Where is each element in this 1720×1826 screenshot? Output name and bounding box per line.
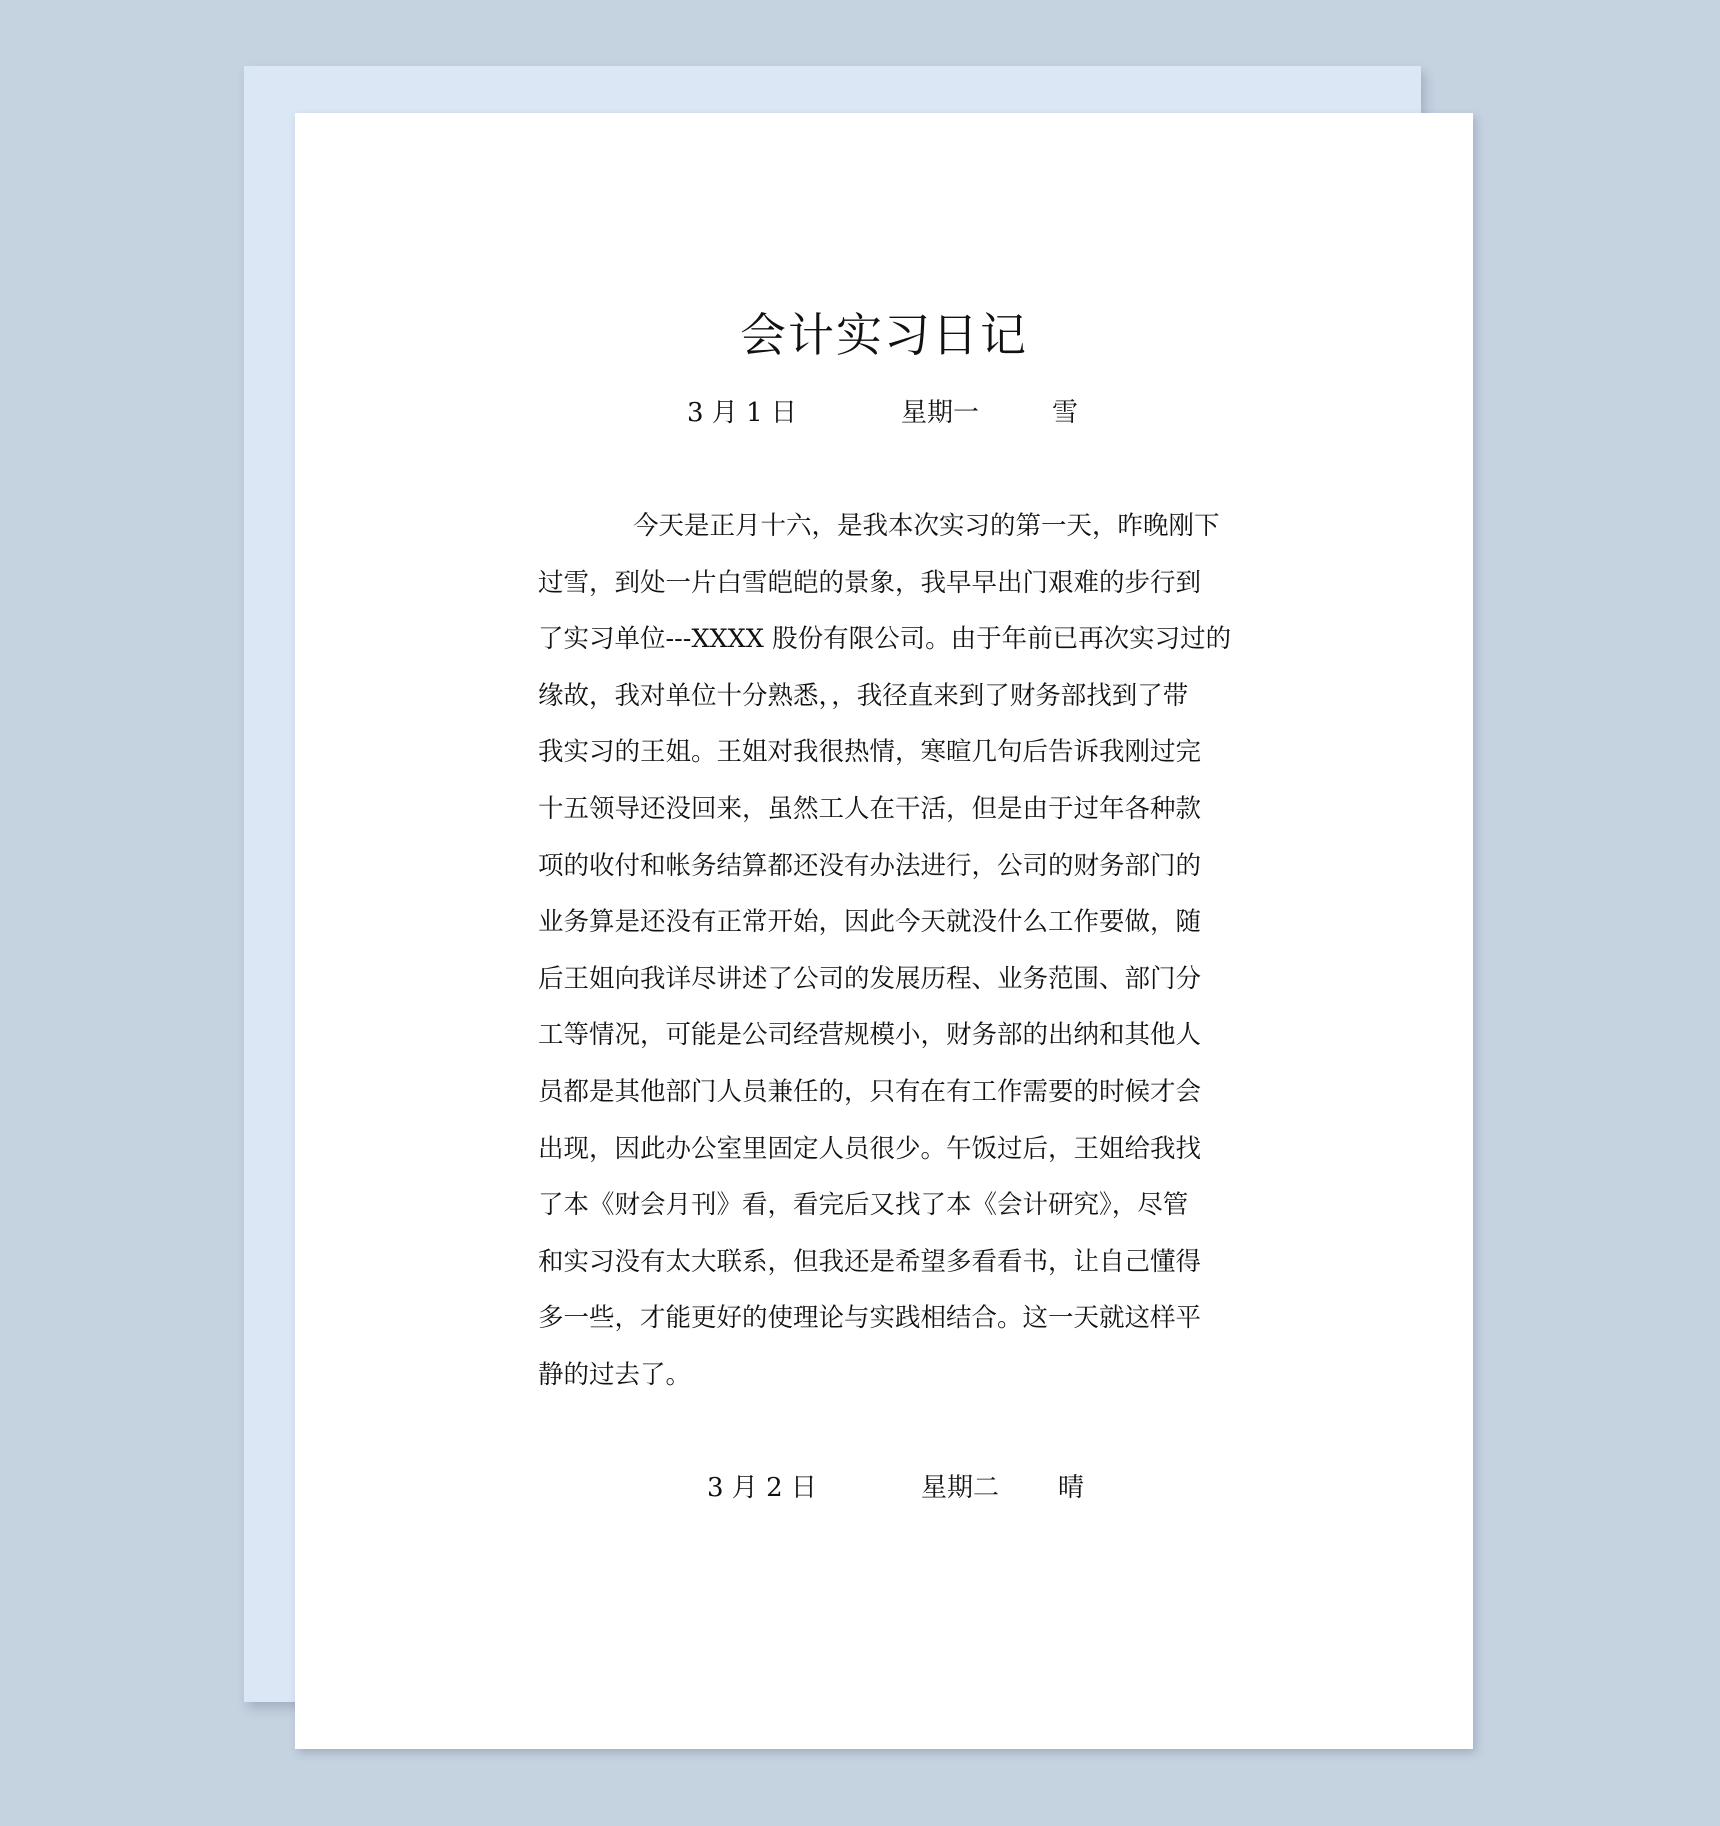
paragraph-line: 过雪，到处一片白雪皑皑的景象，我早早出门艰难的步行到 xyxy=(538,567,1202,598)
entry-weather: 雪 xyxy=(1052,398,1079,428)
paragraph-line: 了本《财会月刊》看，看完后又找了本《会计研究》，尽管 xyxy=(538,1190,1189,1221)
diary-entry-header xyxy=(295,393,1473,433)
paragraph-line: 多一些，才能更好的使理论与实践相结合。这一天就这样平 xyxy=(538,1303,1202,1334)
entry-date: 3 月 1 日 xyxy=(687,398,797,428)
paragraph-line: 业务算是还没有正常开始，因此今天就没什么工作要做，随 xyxy=(538,907,1202,938)
diary-entry-body xyxy=(538,498,1278,1404)
paragraph-line: 员都是其他部门人员兼任的，只有在有工作需要的时候才会 xyxy=(538,1076,1202,1107)
paragraph-line: 了实习单位---XXXX 股份有限公司。由于年前已再次实习过的 xyxy=(538,624,1232,655)
paragraph-line: 和实习没有太大联系，但我还是希望多看看书，让自己懂得 xyxy=(538,1246,1202,1277)
paragraph-line: 后王姐向我详尽讲述了公司的发展历程、业务范围、部门分 xyxy=(538,963,1202,994)
entry-weather: 晴 xyxy=(1058,1473,1085,1503)
paragraph-line: 十五领导还没回来，虽然工人在干活，但是由于过年各种款 xyxy=(538,793,1202,824)
diary-entry-header xyxy=(295,1468,1473,1508)
entry-date: 3 月 2 日 xyxy=(707,1473,817,1503)
entry-weekday: 星期二 xyxy=(921,1473,1000,1503)
paragraph-line: 工等情况，可能是公司经营规模小，财务部的出纳和其他人 xyxy=(538,1020,1202,1051)
paragraph-line: 缘故，我对单位十分熟悉，，我径直来到了财务部找到了带 xyxy=(538,680,1189,711)
document-page xyxy=(295,113,1473,1749)
paragraph-line: 出现，因此办公室里固定人员很少。午饭过后，王姐给我找 xyxy=(538,1133,1202,1164)
paragraph-line: 静的过去了。 xyxy=(538,1359,692,1390)
page-title: 会计实习日记 xyxy=(740,308,1028,362)
paragraph-line: 项的收付和帐务结算都还没有办法进行，公司的财务部门的 xyxy=(538,850,1202,881)
entry-weekday: 星期一 xyxy=(901,398,980,428)
paragraph-line: 我实习的王姐。王姐对我很热情，寒暄几句后告诉我刚过完 xyxy=(538,737,1202,768)
paragraph-line: 今天是正月十六，是我本次实习的第一天，昨晚刚下 xyxy=(633,511,1220,541)
